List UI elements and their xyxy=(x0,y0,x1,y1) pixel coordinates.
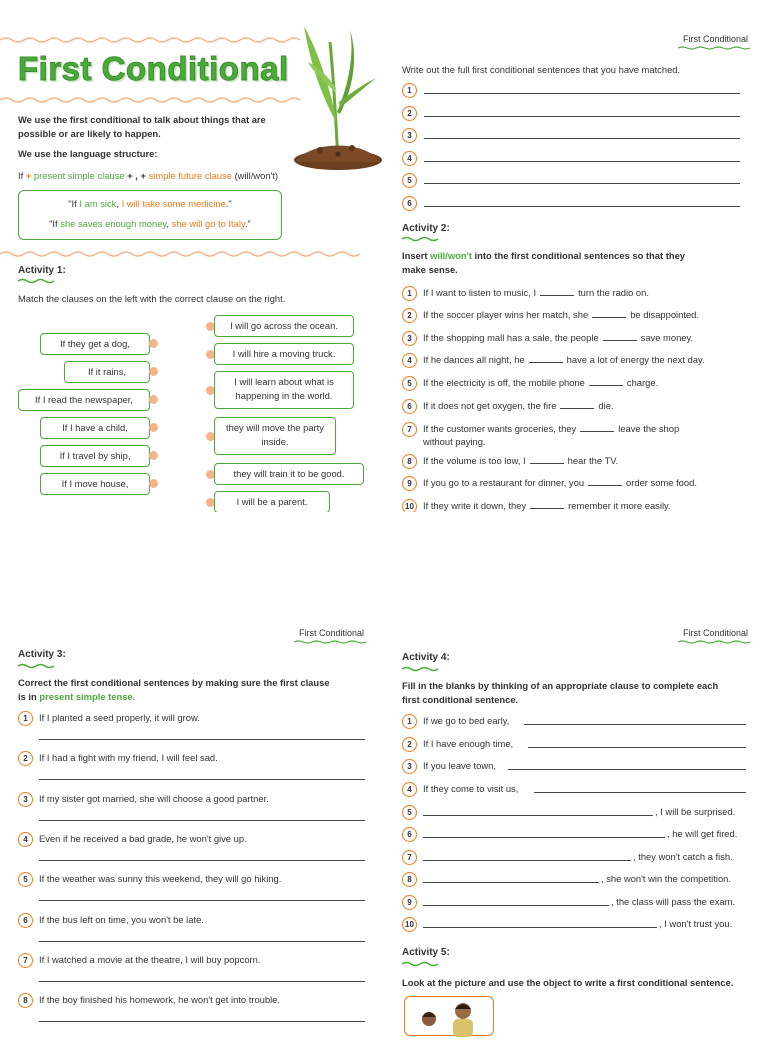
sentence-end: , I won't trust you. xyxy=(659,918,733,929)
activity-2-instruction xyxy=(402,249,685,263)
answer-line[interactable] xyxy=(424,116,740,117)
title-underline-wave xyxy=(402,236,438,242)
example-condition: she saves enough money xyxy=(60,218,167,229)
example-condition: I am sick xyxy=(79,198,117,209)
blank-input[interactable] xyxy=(580,422,614,432)
answer-line[interactable] xyxy=(508,769,746,770)
blank-input[interactable] xyxy=(603,331,637,341)
sentence-text: If I watched a movie at the theatre, I will buy popcorn. xyxy=(39,953,261,965)
clause-right: they will move the party inside. xyxy=(214,417,336,455)
match-dot[interactable] xyxy=(149,339,158,348)
sentence-start: If he dances all night, he xyxy=(423,354,525,365)
examples-box xyxy=(18,190,282,240)
sentence-end: , she won't win the competition. xyxy=(601,873,731,884)
intro-text-1: We use the first conditional to talk about things that are xyxy=(18,114,266,125)
example-1 xyxy=(19,197,281,211)
page-header: First Conditional xyxy=(298,628,364,638)
match-dot[interactable] xyxy=(149,451,158,460)
sentence-continuation: without paying. xyxy=(423,436,486,447)
example-result: she will go to Italy xyxy=(171,218,245,229)
sentence-start: If it does not get oxygen, the fire xyxy=(423,400,557,411)
formula-comma: + , + xyxy=(127,170,146,181)
blank-input[interactable] xyxy=(592,308,626,318)
sentence-text: If the weather was sunny this weekend, they will go hiking. xyxy=(39,873,282,885)
instr-part: is in xyxy=(18,691,40,702)
item-number-badge: 8 xyxy=(18,993,33,1008)
answer-line[interactable] xyxy=(423,882,599,883)
sentence-end: save money. xyxy=(640,332,694,343)
activity-2-instruction-2: make sense. xyxy=(402,264,458,275)
match-dot[interactable] xyxy=(149,479,158,488)
activity-1-title: Activity 1: xyxy=(18,265,66,276)
item-number-badge: 7 xyxy=(18,953,33,968)
formula-present-clause: present simple clause xyxy=(33,170,125,181)
decorative-wave xyxy=(0,250,384,258)
item-number-badge: 5 xyxy=(18,872,33,887)
instr-keyword: will/won't xyxy=(430,250,472,261)
clause-right: I will learn about what is happening in the world. xyxy=(214,371,354,409)
item-number-badge: 9 xyxy=(402,476,417,491)
worksheet-page-1 xyxy=(0,0,384,512)
worksheet-page-3 xyxy=(0,512,384,1024)
formula-will-wont: (will/won't) xyxy=(234,170,279,181)
item-number-badge: 7 xyxy=(402,850,417,865)
answer-line[interactable] xyxy=(423,905,609,906)
match-dot[interactable] xyxy=(149,395,158,404)
item-number-badge: 6 xyxy=(402,827,417,842)
instr-keyword: present simple tense. xyxy=(39,691,136,702)
page-header: First Conditional xyxy=(682,628,748,638)
sentence-end: leave the shop xyxy=(618,423,680,434)
activity-2-title: Activity 2: xyxy=(402,223,450,234)
example-2 xyxy=(19,217,281,231)
sentence-start: If I want to listen to music, I xyxy=(423,287,537,298)
clause-left: If they get a dog, xyxy=(40,333,150,355)
title-underline-wave xyxy=(402,666,438,672)
item-number-badge: 4 xyxy=(402,151,417,166)
clause-right: I will hire a moving truck. xyxy=(214,343,354,365)
clause-left: If it rains, xyxy=(64,361,150,383)
formula-future-clause: simple future clause xyxy=(148,170,232,181)
match-dot[interactable] xyxy=(149,367,158,376)
sentence-text: If I planted a seed properly, it will grow. xyxy=(39,712,200,723)
header-wave xyxy=(678,640,750,644)
answer-line[interactable] xyxy=(424,206,740,207)
intro-text-2: possible or are likely to happen. xyxy=(18,128,161,139)
sentence-text: Even if he received a bad grade, he won't give up. xyxy=(39,832,247,844)
sentence-text: If the bus left on time, you won't be late. xyxy=(39,913,204,925)
sentence-row xyxy=(423,499,671,513)
sentence-end: charge. xyxy=(626,377,659,388)
sentence-end: , I will be surprised. xyxy=(655,806,736,817)
sentence-end: have a lot of energy the next day. xyxy=(566,354,705,365)
blank-input[interactable] xyxy=(560,399,594,409)
item-number-badge: 9 xyxy=(402,895,417,910)
sentence-start: If the soccer player wins her match, she xyxy=(423,309,589,320)
worksheet-page-2 xyxy=(384,0,768,512)
sentence-row xyxy=(423,286,649,300)
item-number-badge: 2 xyxy=(402,106,417,121)
header-wave xyxy=(678,46,750,50)
sentence-row xyxy=(423,422,679,436)
answer-line[interactable] xyxy=(424,138,740,139)
intro-text-3: We use the language structure: xyxy=(18,148,158,159)
item-number-badge: 10 xyxy=(402,499,417,514)
sentence-end: remember it more easily. xyxy=(568,500,671,511)
item-number-badge: 3 xyxy=(402,128,417,143)
answer-line[interactable] xyxy=(39,739,365,740)
decorative-wave xyxy=(0,96,300,104)
blank-input[interactable] xyxy=(589,376,623,386)
match-dot[interactable] xyxy=(149,423,158,432)
answer-line[interactable] xyxy=(423,815,653,816)
title-underline-wave xyxy=(18,278,54,284)
title-underline-wave xyxy=(18,663,54,669)
sentence-row xyxy=(423,353,705,367)
sentence-row xyxy=(423,331,693,345)
blank-input[interactable] xyxy=(529,353,563,363)
decorative-wave xyxy=(0,36,300,44)
item-number-badge: 2 xyxy=(402,308,417,323)
blank-input[interactable] xyxy=(588,476,622,486)
quote-open: "If xyxy=(68,198,80,209)
item-number-badge: 8 xyxy=(402,872,417,887)
item-number-badge: 1 xyxy=(402,83,417,98)
sentence-start: If the shopping mall has a sale, the people xyxy=(423,332,599,343)
instr-part: Insert xyxy=(402,250,431,261)
answer-line[interactable] xyxy=(424,93,740,94)
item-number-badge: 8 xyxy=(402,454,417,469)
sentence-end: , they won't catch a fish. xyxy=(633,851,733,862)
answer-line[interactable] xyxy=(534,792,746,793)
sentence-end: turn the radio on. xyxy=(578,287,649,298)
clause-left: If I move house, xyxy=(40,473,150,495)
sentence-start: If you leave town, xyxy=(423,760,496,771)
item-number-badge: 10 xyxy=(402,917,417,932)
example-result: I will take some medicine xyxy=(121,198,226,209)
item-number-badge: 4 xyxy=(402,353,417,368)
item-number-badge: 5 xyxy=(402,173,417,188)
plant-sprout-illustration xyxy=(290,22,384,172)
header-wave xyxy=(294,640,366,644)
answer-line[interactable] xyxy=(528,747,746,748)
answer-line[interactable] xyxy=(39,779,365,780)
answer-line[interactable] xyxy=(39,1021,365,1022)
sentence-start: If you go to a restaurant for dinner, you xyxy=(423,477,585,488)
activity-3-instruction-2 xyxy=(18,690,135,704)
blank-input[interactable] xyxy=(540,286,574,296)
sentence-end: order some food. xyxy=(626,477,697,488)
sentence-end: be disappointed. xyxy=(630,309,699,320)
item-number-badge: 6 xyxy=(18,913,33,928)
people-illustration xyxy=(405,997,495,1037)
worksheet-page-4 xyxy=(384,512,768,1024)
answer-line[interactable] xyxy=(39,900,365,901)
sentence-text: If the boy finished his homework, he won't get into trouble. xyxy=(39,994,280,1006)
sentence-start: If they come to visit us, xyxy=(423,783,519,794)
item-number-badge: 6 xyxy=(402,399,417,414)
sentence-text: If I had a fight with my friend, I will feel sad. xyxy=(39,752,218,764)
clause-left: If I have a child, xyxy=(40,417,150,439)
instr-part: into the first conditional sentences so that they xyxy=(471,250,686,261)
clause-left: If I travel by ship, xyxy=(40,445,150,467)
item-number-badge: 3 xyxy=(18,792,33,807)
item-number-badge: 5 xyxy=(402,805,417,820)
sentence-start: If the volume is too low, I xyxy=(423,455,526,466)
page-title: First Conditional xyxy=(18,50,289,87)
activity-3-title: Activity 3: xyxy=(18,649,66,660)
item-number-badge: 2 xyxy=(402,737,417,752)
comma: , xyxy=(166,218,172,229)
activity-4-instruction: Fill in the blanks by thinking of an appropriate clause to complete each xyxy=(402,680,719,691)
quote-close: ." xyxy=(244,218,251,229)
sentence-end: hear the TV. xyxy=(567,455,619,466)
sentence-start: If we go to bed early, xyxy=(423,715,510,726)
activity-1-instruction: Match the clauses on the left with the correct clause on the right. xyxy=(18,293,286,304)
blank-input[interactable] xyxy=(530,454,564,464)
sentence-start: If they write it down, they xyxy=(423,500,527,511)
sentence-start: If the electricity is off, the mobile phone xyxy=(423,377,585,388)
activity-4-instruction-2: first conditional sentence. xyxy=(402,694,519,705)
sentence-row xyxy=(423,308,699,322)
answer-line[interactable] xyxy=(423,860,631,861)
clause-right: I will go across the ocean. xyxy=(214,315,354,337)
item-number-badge: 4 xyxy=(18,832,33,847)
answer-line[interactable] xyxy=(423,837,665,838)
sentence-end: die. xyxy=(598,400,614,411)
sentence-row xyxy=(423,454,618,468)
activity-instruction: Write out the full first conditional sentences that you have matched. xyxy=(402,64,681,75)
sentence-end: , he will get fired. xyxy=(667,828,738,839)
sentence-start: If the customer wants groceries, they xyxy=(423,423,577,434)
activity-5-instruction: Look at the picture and use the object to write a first conditional sentence. xyxy=(402,977,734,988)
clause-right: I will be a parent. xyxy=(214,491,330,513)
activity-5-title: Activity 5: xyxy=(402,947,450,958)
answer-line[interactable] xyxy=(39,941,365,942)
formula-plus: + xyxy=(25,170,32,181)
activity-4-title: Activity 4: xyxy=(402,652,450,663)
item-number-badge: 1 xyxy=(402,714,417,729)
formula-if: If xyxy=(18,170,24,181)
page-header: First Conditional xyxy=(682,34,748,44)
comma: , xyxy=(116,198,122,209)
answer-line[interactable] xyxy=(39,981,365,982)
sentence-end: , the class will pass the exam. xyxy=(611,896,736,907)
item-number-badge: 2 xyxy=(18,751,33,766)
answer-line[interactable] xyxy=(39,860,365,861)
answer-line[interactable] xyxy=(424,161,740,162)
quote-close: ." xyxy=(225,198,232,209)
sentence-row xyxy=(423,376,658,390)
answer-line[interactable] xyxy=(524,724,746,725)
item-number-badge: 7 xyxy=(402,422,417,437)
item-number-badge: 1 xyxy=(402,286,417,301)
clause-right: they will train it to be good. xyxy=(214,463,364,485)
picture-frame xyxy=(404,996,494,1036)
formula xyxy=(18,169,278,183)
sentence-row xyxy=(423,399,614,413)
activity-3-instruction: Correct the first conditional sentences by making sure the first clause xyxy=(18,677,330,688)
sentence-row xyxy=(423,476,697,490)
item-number-badge: 5 xyxy=(402,376,417,391)
blank-input[interactable] xyxy=(530,499,564,509)
item-number-badge: 4 xyxy=(402,782,417,797)
answer-line[interactable] xyxy=(39,820,365,821)
item-number-badge: 1 xyxy=(18,711,33,726)
item-number-badge: 3 xyxy=(402,331,417,346)
sentence-text: If my sister got married, she will choose a good partner. xyxy=(39,792,269,804)
clause-left: If I read the newspaper, xyxy=(18,389,150,411)
title-underline-wave xyxy=(402,961,438,967)
answer-line[interactable] xyxy=(424,183,740,184)
item-number-badge: 3 xyxy=(402,759,417,774)
quote-open: "If xyxy=(49,218,61,229)
item-number-badge: 6 xyxy=(402,196,417,211)
answer-line[interactable] xyxy=(423,927,657,928)
sentence-start: If I have enough time, xyxy=(423,738,514,749)
